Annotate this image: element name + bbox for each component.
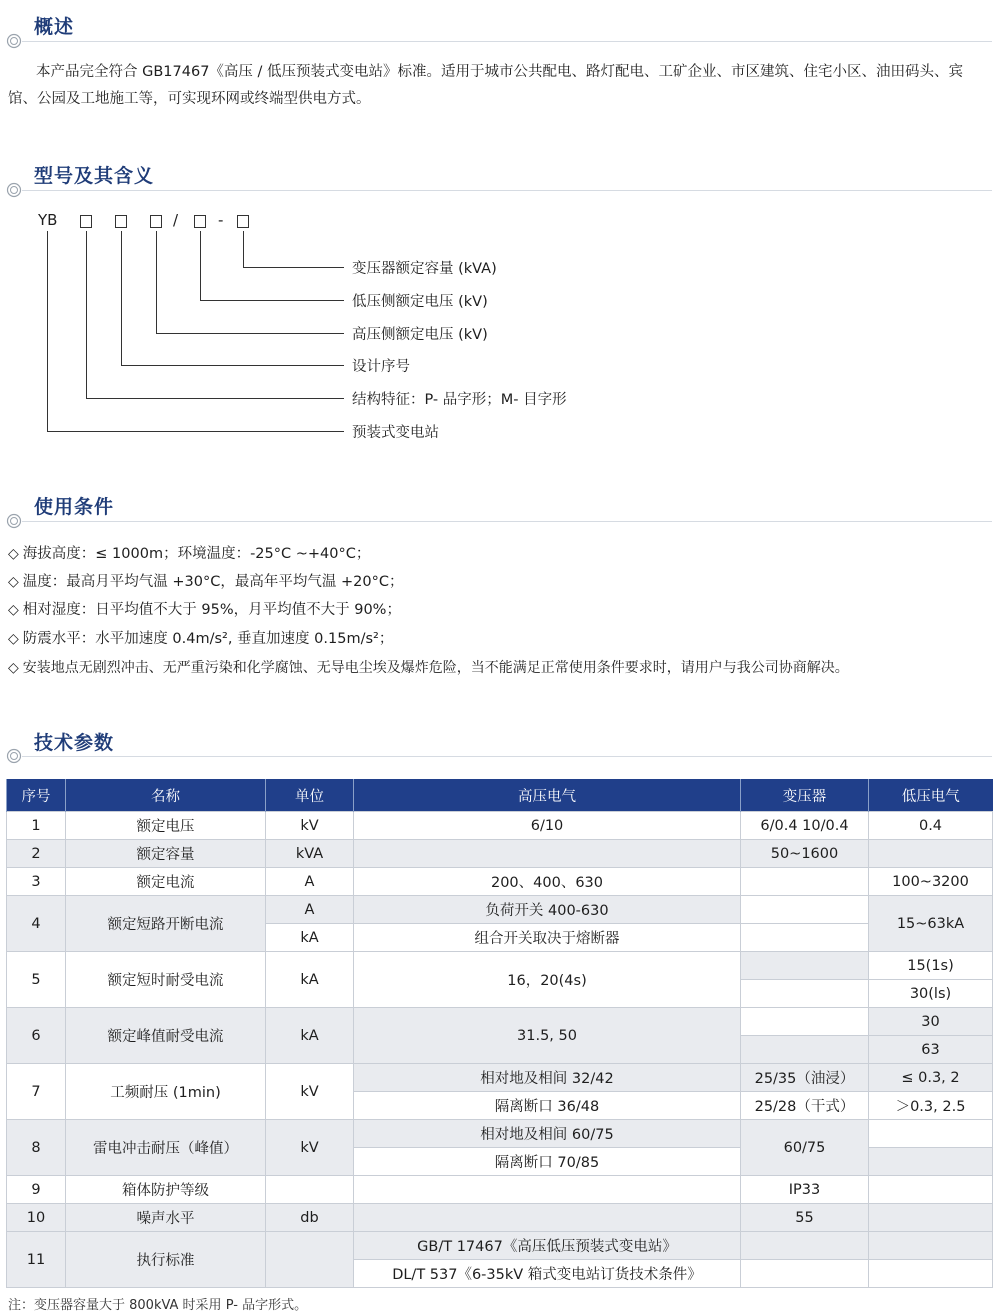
table-cell	[741, 1036, 869, 1064]
table-cell: kA	[266, 1008, 354, 1064]
condition-item	[8, 542, 370, 563]
table-cell: kVA	[266, 840, 354, 868]
connector-line	[47, 231, 48, 431]
connector-line	[156, 333, 344, 334]
connector-line	[121, 365, 344, 366]
table-cell: 额定容量	[66, 840, 266, 868]
table-cell	[266, 1176, 354, 1204]
model-label-design: 设计序号	[352, 359, 410, 375]
connector-line	[200, 300, 344, 301]
table-cell: 16，20(4s)	[354, 952, 741, 1008]
table-cell: ≤ 0.3, 2	[869, 1064, 993, 1092]
connector-line	[86, 231, 87, 398]
table-cell	[869, 1148, 993, 1176]
table-cell: 0.4	[869, 812, 993, 840]
table-cell: 6/10	[354, 812, 741, 840]
section-marker-icon	[6, 748, 22, 764]
table-cell: 组合开关取决于熔断器	[354, 924, 741, 952]
table-cell: 50~1600	[741, 840, 869, 868]
table-cell: DL/T 537《6-35kV 箱式变电站订货技术条件》	[354, 1260, 741, 1288]
table-cell: 1	[7, 812, 66, 840]
condition-item	[8, 627, 393, 648]
header-cell: 低压电气	[869, 779, 993, 812]
table-cell: 8	[7, 1120, 66, 1176]
table-cell: 隔离断口 70/85	[354, 1148, 741, 1176]
table-cell: 5	[7, 952, 66, 1008]
table-cell	[266, 1232, 354, 1288]
model-slot-hv	[150, 215, 162, 228]
table-cell: ＞0.3, 2.5	[869, 1092, 993, 1120]
conditions-title: 使用条件	[34, 496, 115, 518]
condition-text: 海拔高度：≤ 1000m；环境温度：-25°C ~+40°C；	[22, 546, 371, 562]
overview-text	[8, 59, 992, 113]
table-cell: 额定峰值耐受电流	[66, 1008, 266, 1064]
table-cell: kA	[266, 952, 354, 1008]
section-divider	[22, 756, 992, 757]
table-row	[7, 1120, 993, 1148]
table-cell	[741, 1232, 869, 1260]
model-prefix: YB	[38, 211, 58, 229]
overview-title: 概述	[34, 16, 75, 38]
table-cell: 9	[7, 1176, 66, 1204]
model-slot-design	[115, 215, 127, 228]
model-slot-capacity	[237, 215, 249, 228]
overview-paragraph: 本产品完全符合 GB17467《高压 / 低压预装式变电站》标准。适用于城市公共配电、路灯配电、工矿企业、市区建筑、住宅小区、油田码头、宾馆、公园及工地施工等，可实现环网或终端型供电方式。	[8, 64, 964, 107]
table-cell: 噪声水平	[66, 1204, 266, 1232]
connector-line	[121, 231, 122, 365]
table-cell: 雷电冲击耐压（峰值）	[66, 1120, 266, 1176]
table-cell: 6	[7, 1008, 66, 1064]
section-marker-icon	[6, 182, 22, 198]
model-label-capacity: 变压器额定容量 (kVA)	[352, 261, 497, 277]
table-cell: 25/28（干式）	[741, 1092, 869, 1120]
table-cell: 额定短路开断电流	[66, 896, 266, 952]
condition-text: 温度：最高月平均气温 +30°C，最高年平均气温 +20°C；	[22, 574, 404, 590]
section-marker-icon	[6, 513, 22, 529]
table-cell: 15~63kA	[869, 896, 993, 952]
table-header-row	[7, 779, 993, 812]
table-cell	[741, 952, 869, 980]
condition-text: 防震水平：水平加速度 0.4m/s², 垂直加速度 0.15m/s²；	[22, 631, 394, 647]
model-title: 型号及其含义	[34, 165, 155, 187]
section-divider	[22, 190, 992, 191]
table-cell: 负荷开关 400-630	[354, 896, 741, 924]
table-cell: 11	[7, 1232, 66, 1288]
table-cell: 6/0.4 10/0.4	[741, 812, 869, 840]
table-cell: A	[266, 868, 354, 896]
table-cell: 额定电压	[66, 812, 266, 840]
table-cell: db	[266, 1204, 354, 1232]
condition-text: 相对湿度：日平均值不大于 95%，月平均值不大于 90%；	[22, 602, 401, 618]
table-row	[7, 1064, 993, 1092]
header-cell: 高压电气	[354, 779, 741, 812]
table-cell: 30	[869, 1008, 993, 1036]
connector-line	[243, 267, 344, 268]
table-cell: 31.5, 50	[354, 1008, 741, 1064]
table-cell	[354, 1204, 741, 1232]
connector-line	[243, 231, 244, 267]
table-cell: kV	[266, 1120, 354, 1176]
table-cell: 相对地及相间 32/42	[354, 1064, 741, 1092]
footnote: 注：变压器容量大于 800kVA 时采用 P- 品字形式。	[8, 1298, 308, 1313]
model-separator-slash: /	[173, 211, 179, 229]
table-cell: 200、400、630	[354, 868, 741, 896]
table-cell: 7	[7, 1064, 66, 1120]
table-cell: 10	[7, 1204, 66, 1232]
table-cell	[741, 896, 869, 924]
condition-item	[8, 570, 403, 591]
table-row	[7, 896, 993, 924]
model-separator-dash: -	[218, 211, 224, 229]
table-cell: A	[266, 896, 354, 924]
condition-text: 安装地点无剧烈冲击、无严重污染和化学腐蚀、无导电尘埃及爆炸危险，当不能满足正常使用条件要求时，请用户与我公司协商解决。	[22, 660, 849, 676]
table-cell	[741, 1260, 869, 1288]
table-cell: 相对地及相间 60/75	[354, 1120, 741, 1148]
table-cell	[869, 1176, 993, 1204]
connector-line	[156, 231, 157, 333]
table-cell: 30(ls)	[869, 980, 993, 1008]
table-cell: 隔离断口 36/48	[354, 1092, 741, 1120]
table-cell: 4	[7, 896, 66, 952]
model-label-hv: 高压侧额定电压 (kV)	[352, 327, 488, 343]
connector-line	[200, 231, 201, 300]
table-cell: 箱体防护等级	[66, 1176, 266, 1204]
table-cell	[869, 1120, 993, 1148]
table-row	[7, 812, 993, 840]
table-row	[7, 868, 993, 896]
table-row	[7, 1176, 993, 1204]
model-label-type: 预装式变电站	[352, 425, 439, 441]
table-row	[7, 952, 993, 980]
diamond-bullet-icon: ◇	[8, 574, 19, 590]
table-cell: 额定电流	[66, 868, 266, 896]
condition-item	[8, 598, 401, 619]
table-cell: kV	[266, 1064, 354, 1120]
table-cell: 60/75	[741, 1120, 869, 1176]
diamond-bullet-icon: ◇	[8, 660, 19, 676]
table-row	[7, 1008, 993, 1036]
table-cell: 3	[7, 868, 66, 896]
table-cell	[354, 1176, 741, 1204]
connector-line	[47, 431, 344, 432]
header-cell: 变压器	[741, 779, 869, 812]
diamond-bullet-icon: ◇	[8, 546, 19, 562]
table-cell: 2	[7, 840, 66, 868]
table-cell	[354, 840, 741, 868]
table-cell	[741, 924, 869, 952]
table-cell	[869, 1260, 993, 1288]
model-slot-structure	[80, 215, 92, 228]
model-label-structure: 结构特征：P- 品字形；M- 目字形	[352, 392, 567, 408]
table-cell: 55	[741, 1204, 869, 1232]
table-cell	[741, 868, 869, 896]
table-cell: kA	[266, 924, 354, 952]
header-cell: 名称	[66, 779, 266, 812]
header-cell: 序号	[7, 779, 66, 812]
section-marker-icon	[6, 33, 22, 49]
diamond-bullet-icon: ◇	[8, 602, 19, 618]
model-slot-lv	[194, 215, 206, 228]
table-cell: IP33	[741, 1176, 869, 1204]
table-row	[7, 1204, 993, 1232]
table-cell	[869, 1204, 993, 1232]
connector-line	[86, 398, 344, 399]
table-row	[7, 1232, 993, 1260]
header-cell: 单位	[266, 779, 354, 812]
table-cell: 执行标准	[66, 1232, 266, 1288]
diamond-bullet-icon: ◇	[8, 631, 19, 647]
table-cell: 25/35（油浸）	[741, 1064, 869, 1092]
table-cell: kV	[266, 812, 354, 840]
table-cell	[869, 840, 993, 868]
section-divider	[22, 521, 992, 522]
model-label-lv: 低压侧额定电压 (kV)	[352, 294, 488, 310]
table-cell	[741, 980, 869, 1008]
table-cell	[741, 1008, 869, 1036]
params-title: 技术参数	[34, 732, 115, 754]
table-row	[7, 840, 993, 868]
table-cell: 63	[869, 1036, 993, 1064]
condition-item	[8, 657, 849, 677]
table-cell: GB/T 17467《高压低压预装式变电站》	[354, 1232, 741, 1260]
params-table	[6, 779, 993, 1288]
table-cell: 15(1s)	[869, 952, 993, 980]
table-cell: 额定短时耐受电流	[66, 952, 266, 1008]
section-divider	[22, 41, 992, 42]
table-cell: 工频耐压 (1min)	[66, 1064, 266, 1120]
table-cell: 100~3200	[869, 868, 993, 896]
table-cell	[869, 1232, 993, 1260]
